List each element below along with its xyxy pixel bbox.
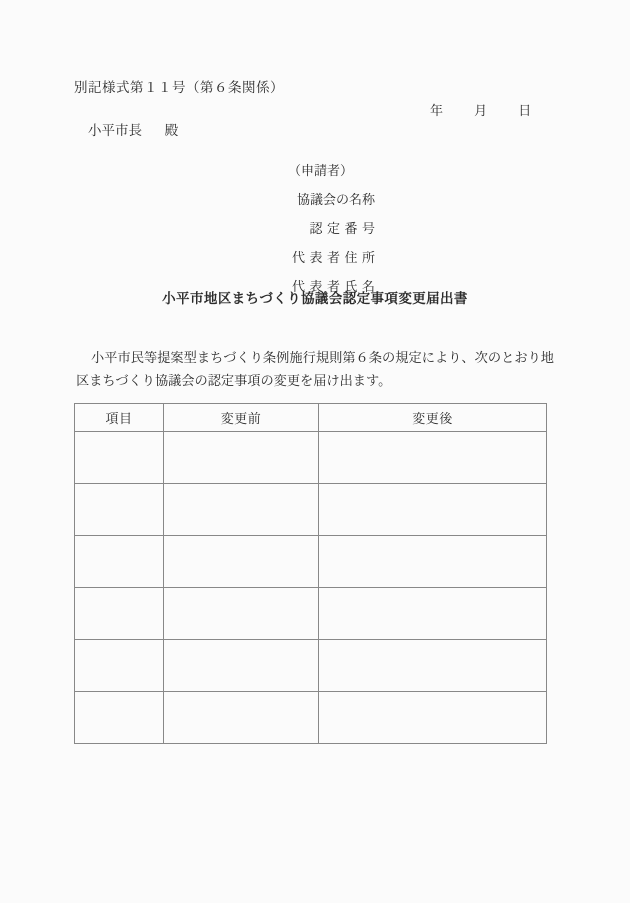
cell-item[interactable] — [75, 484, 164, 536]
paragraph-text: 小平市民等提案型まちづくり条例施行規則第６条の規定により、次のとおり地区まちづくり協議会の認定事項の変更を届け出ます。 — [76, 351, 554, 389]
document-title: 小平市地区まちづくり協議会認定事項変更届出書 — [162, 291, 468, 307]
column-header-after: 変更後 — [319, 404, 547, 432]
date-day-label: 日 — [518, 104, 532, 119]
cell-after[interactable] — [319, 432, 547, 484]
table-row — [75, 692, 547, 744]
cell-item[interactable] — [75, 588, 164, 640]
applicant-field-certification-number: 認定番号 — [309, 222, 380, 237]
table-body — [75, 432, 547, 744]
table-header-row — [75, 404, 547, 432]
date-year-label: 年 — [430, 104, 444, 119]
table-row — [75, 432, 547, 484]
table-row — [75, 536, 547, 588]
cell-item[interactable] — [75, 692, 164, 744]
column-header-before: 変更前 — [164, 404, 319, 432]
date-line — [430, 100, 531, 119]
cell-item[interactable] — [75, 432, 164, 484]
table-row — [75, 588, 547, 640]
cell-item[interactable] — [75, 640, 164, 692]
cell-before[interactable] — [164, 536, 319, 588]
cell-before[interactable] — [164, 640, 319, 692]
applicant-field-representative-name: 代表者氏名 — [291, 280, 380, 295]
cell-after[interactable] — [319, 536, 547, 588]
addressee-honorific: 殿 — [164, 123, 179, 139]
body-paragraph — [76, 347, 554, 393]
cell-before[interactable] — [164, 588, 319, 640]
change-table — [74, 403, 547, 744]
cell-after[interactable] — [319, 640, 547, 692]
applicant-field-council-name: 協議会の名称 — [296, 193, 375, 208]
cell-item[interactable] — [75, 536, 164, 588]
cell-after[interactable] — [319, 588, 547, 640]
form-number: 別記様式第１１号（第６条関係） — [74, 80, 284, 96]
cell-before[interactable] — [164, 484, 319, 536]
applicant-field-representative-address: 代表者住所 — [291, 251, 380, 266]
applicant-block — [250, 160, 380, 305]
table-row — [75, 484, 547, 536]
addressee — [88, 119, 178, 139]
cell-before[interactable] — [164, 432, 319, 484]
column-header-item: 項目 — [75, 404, 164, 432]
cell-after[interactable] — [319, 692, 547, 744]
cell-before[interactable] — [164, 692, 319, 744]
addressee-recipient: 小平市長 — [88, 123, 142, 139]
date-month-label: 月 — [474, 104, 488, 119]
applicant-label: （申請者） — [288, 164, 354, 179]
cell-after[interactable] — [319, 484, 547, 536]
table-row — [75, 640, 547, 692]
